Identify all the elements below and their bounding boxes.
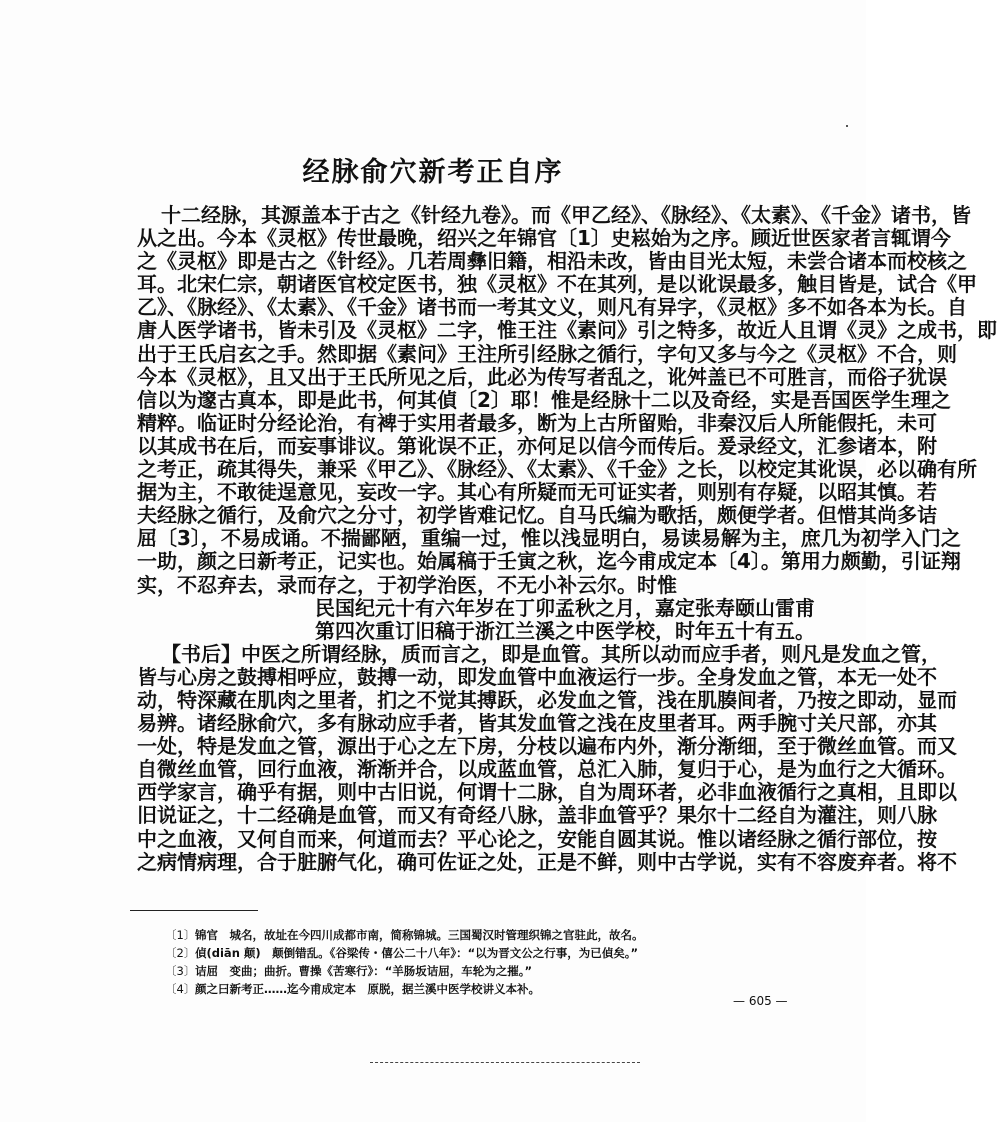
- text-line: 【书后】中医之所谓经脉，质而言之，即是血管。其所以动而应手者，则凡是发血之管，: [161, 641, 941, 666]
- text-line: 一助，颜之曰新考正，记实也。始属稿于壬寅之秋，迄今甫成定本〔4〕。第用力颇勤，引证翔: [137, 549, 961, 574]
- page-number: — 605 —: [733, 994, 788, 1008]
- text-line: 夫经脉之循行，及俞穴之分寸，初学皆难记忆。自马氏编为歌括，颇便学者。但惜其尚多诘: [137, 503, 937, 528]
- text-line: 皆与心房之鼓搏相呼应，鼓搏一动，即发血管中血液运行一步。全身发血之管，本无一处不: [137, 664, 937, 689]
- scan-speck: [846, 125, 848, 127]
- text-line: 之病情病理，合于脏腑气化，确可佐证之处，正是不鲜，则中古学说，实有不容废弃者。将不: [137, 849, 957, 874]
- text-line: 实，不忍弃去，录而存之，于初学治医，不无小补云尔。时惟: [137, 572, 677, 597]
- text-line: 据为主，不敢徒逞意见，妄改一字。其心有所疑而无可证实者，则别有存疑，以昭其慎。若: [137, 480, 937, 505]
- text-line: 从之出。今本《灵枢》传世最晚，绍兴之年锦官〔1〕史崧始为之序。顾近世医家者言辄谓今: [137, 226, 951, 251]
- text-line: 乙》、《脉经》、《太素》、《千金》诸书而一考其文义，则凡有异字，《灵枢》多不如各本为长。自: [137, 295, 967, 320]
- text-line: 今本《灵枢》，且又出于王氏所见之后，此必为传写者乱之，讹舛盖已不可胜言，而俗子犹误: [137, 364, 947, 389]
- text-line: 屈〔3〕，不易成诵。不揣鄙陋，重编一过，惟以浅显明白，易读易解为主，庶几为初学入门之: [137, 526, 961, 551]
- page-title: 经脉俞穴新考正自序: [302, 157, 564, 188]
- text-line: 耳。北宋仁宗，朝诸医官校定医书，独《灵枢》不在其列，是以讹误最多，触目皆是，试合《甲: [137, 272, 977, 297]
- text-line: 中之血液，又何自而来，何道而去？平心论之，安能自圆其说。惟以诸经脉之循行部位，按: [137, 826, 937, 851]
- text-line: 旧说证之，十二经确是血管，而又有奇经八脉，盖非血管乎？果尔十二经自为灌注，则八脉: [137, 803, 937, 828]
- text-line: 以其成书在后，而妄事诽议。第讹误不正，亦何足以信今而传后。爰录经文，汇参诸本，附: [137, 433, 937, 458]
- footnote-text: 锦官 城名，故址在今四川成都市南，简称锦城。三国蜀汉时管理织锦之官驻此，故名。: [195, 928, 644, 942]
- text-line: 一处，特是发血之管，源出于心之左下房，分枝以遍布内外，渐分渐细，至于微丝血管。而又: [137, 734, 957, 759]
- text-line: 唐人医学诸书，皆未引及《灵枢》二字，惟王注《素问》引之特多，故近人且谓《灵》之成书，即: [137, 318, 997, 343]
- text-line: 易辨。诸经脉俞穴，多有脉动应手者，皆其发血管之浅在皮里者耳。两手腕寸关尺部，亦其: [137, 711, 937, 736]
- footnotes: [165, 926, 785, 998]
- main-text: [137, 203, 997, 874]
- footnote-number: 〔2〕: [165, 946, 196, 960]
- footnote-text: 偵(diān 颠) 颠倒错乱。《谷梁传・僖公二十八年》：“以为晋文公之行事，为已偵矣。”: [195, 946, 638, 960]
- scan-edge-line: [370, 1062, 640, 1063]
- footnote-number: 〔3〕: [165, 964, 196, 978]
- text-line: 之《灵枢》即是古之《针经》。几若周彝旧籍，相沿未改，皆由目光太短，未尝合诸本而校核之: [137, 249, 967, 274]
- text-line: 信以为邃古真本，即是此书，何其偵〔2〕耶！惟是经脉十二以及奇经，实是吾国医学生理之: [137, 387, 951, 412]
- text-line: 精粹。临证时分经论治，有裨于实用者最多，断为上古所留贻，非秦汉后人所能假托，未可: [137, 410, 937, 435]
- footnote-text: 颜之曰新考正……迄今甫成定本 原脱，据兰溪中医学校讲义本补。: [195, 982, 540, 996]
- footnote: [165, 926, 785, 944]
- text-line: 第四次重订旧稿于浙江兰溪之中医学校，时年五十有五。: [315, 618, 815, 643]
- footnote-number: 〔4〕: [165, 982, 196, 996]
- footnote: [165, 944, 785, 962]
- footnote-divider: [130, 910, 258, 911]
- text-line: 十二经脉，其源盖本于古之《针经九卷》。而《甲乙经》、《脉经》、《太素》、《千金》诸书，皆: [161, 203, 971, 227]
- footnote: [165, 962, 785, 980]
- text-line: 动，特深藏在肌肉之里者，扪之不觉其搏跃，必发血之管，浅在肌腠间者，乃按之即动，显而: [137, 687, 957, 712]
- footnote-number: 〔1〕: [165, 928, 196, 942]
- text-line: 出于王氏启玄之手。然即据《素问》王注所引经脉之循行，字句又多与今之《灵枢》不合，则: [137, 341, 957, 366]
- text-line: 西学家言，确乎有据，则中古旧说，何谓十二脉，自为周环者，必非血液循行之真相，且即以: [137, 780, 957, 805]
- footnote-text: 诘屈 变曲；曲折。曹操《苦寒行》：“羊肠坂诘屈，车轮为之摧。”: [195, 964, 533, 978]
- footnote: [165, 980, 785, 998]
- text-line: 之考正，疏其得失，兼采《甲乙》、《脉经》、《太素》、《千金》之长，以校定其讹误，必以确有所: [137, 457, 977, 482]
- text-line: 民国纪元十有六年岁在丁卯孟秋之月，嘉定张寿颐山雷甫: [315, 595, 815, 620]
- text-line: 自微丝血管，回行血液，渐渐并合，以成蓝血管，总汇入肺，复归于心，是为血行之大循环。: [137, 757, 957, 782]
